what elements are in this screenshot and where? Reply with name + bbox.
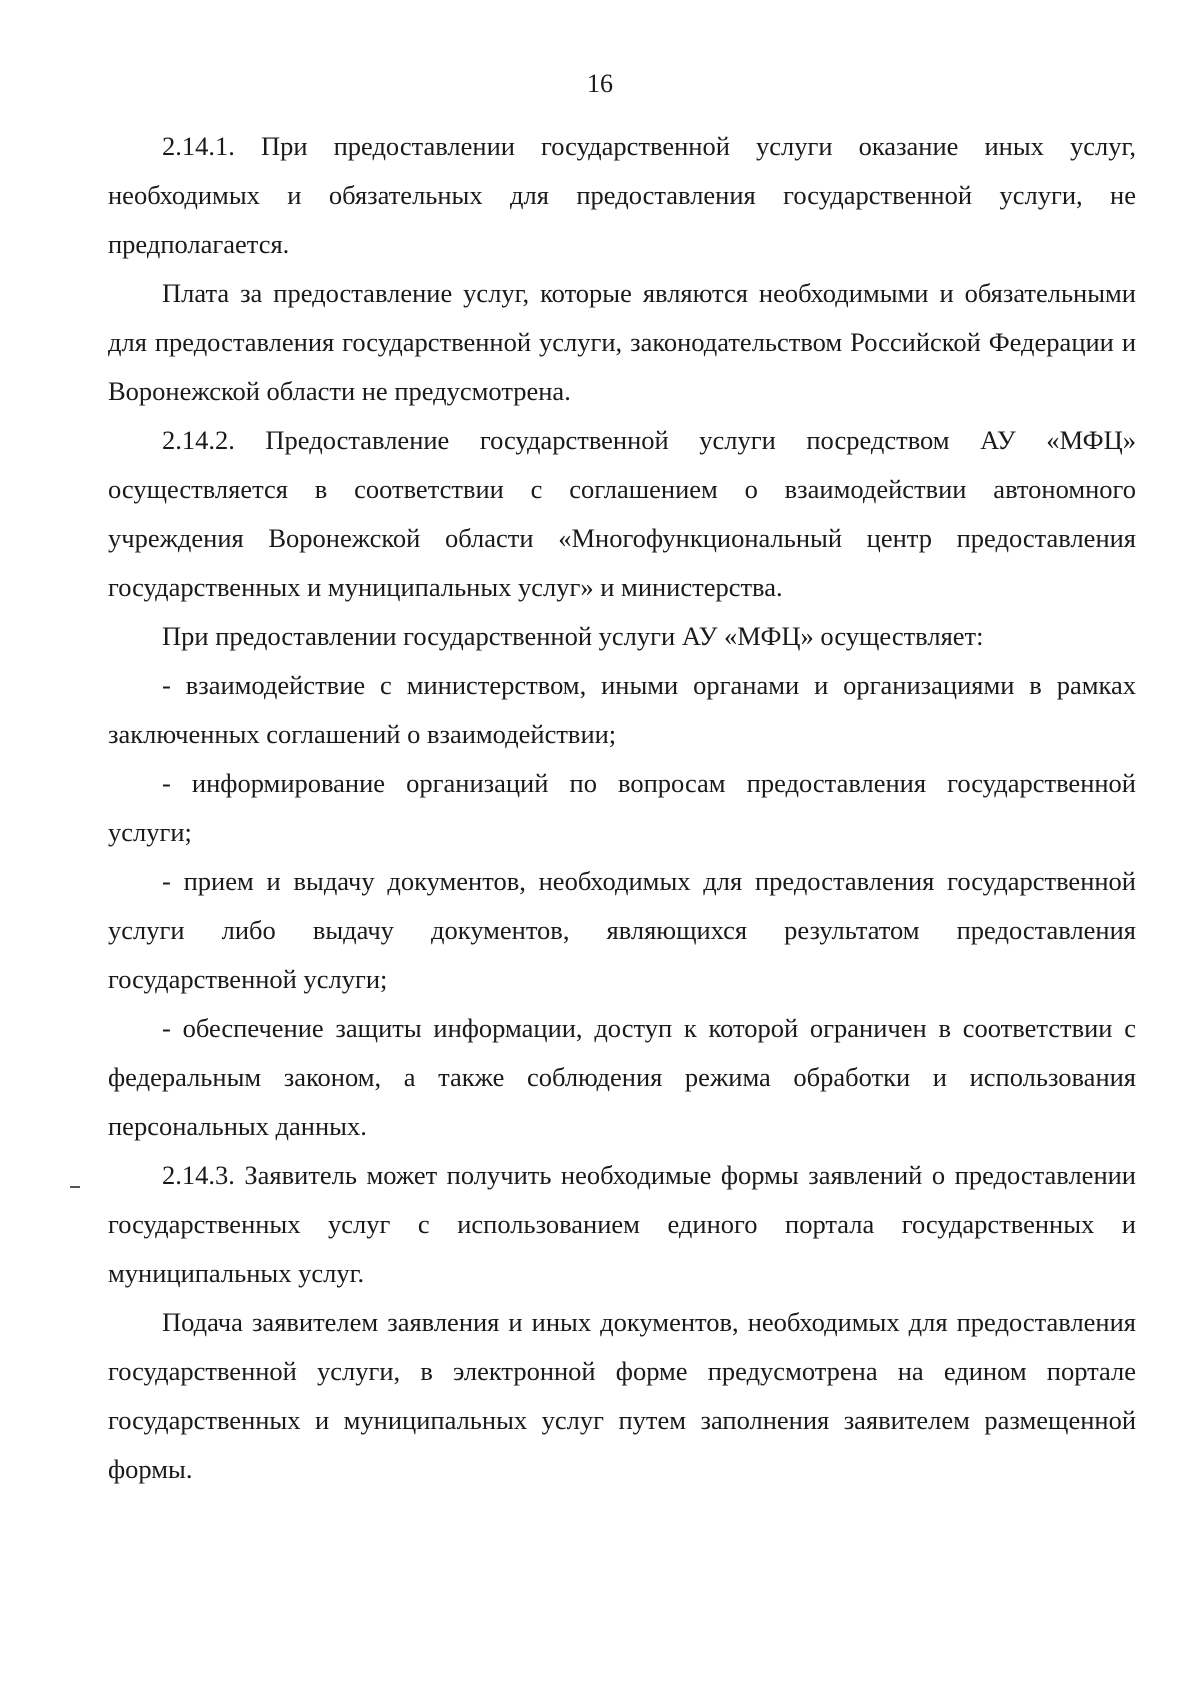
- paragraph-2-14-3: 2.14.3. Заявитель может получить необходимые формы заявлений о предоставлении государственных услуг с использованием единого портала государственных и муниципальных услуг.: [108, 1160, 1136, 1288]
- document-body: [108, 122, 1136, 1494]
- list-item-documents: - прием и выдачу документов, необходимых для предоставления государственной услуги либо выдачу документов, являющихся результатом предоставления государственной услуги;: [108, 866, 1136, 994]
- list-item-interaction: - взаимодействие с министерством, иными органами и организациями в рамках заключенных соглашений о взаимодействии;: [108, 670, 1136, 749]
- paragraph-fee: Плата за предоставление услуг, которые являются необходимыми и обязательными для предоставления государственной услуги, законодательством Российской Федерации и Воронежской области не предусмотрена.: [108, 278, 1136, 406]
- paragraph-mfc-duties-intro: При предоставлении государственной услуги АУ «МФЦ» осуществляет:: [162, 621, 984, 651]
- paragraph-electronic-submission: Подача заявителем заявления и иных документов, необходимых для предоставления государственной услуги, в электронной форме предусмотрена на едином портале государственных и муниципальных услуг путем заполнения заявителем размещенной формы.: [108, 1307, 1136, 1484]
- list-item-data-protection: - обеспечение защиты информации, доступ к которой ограничен в соответствии с федеральным законом, а также соблюдения режима обработки и использования персональных данных.: [108, 1013, 1136, 1141]
- page-number: 16: [587, 69, 613, 98]
- paragraph-2-14-2: 2.14.2. Предоставление государственной услуги посредством АУ «МФЦ» осуществляется в соответствии с соглашением о взаимодействии автономного учреждения Воронежской области «Многофункциональный центр предоставления государственных и муниципальных услуг» и министерства.: [108, 425, 1136, 602]
- list-item-informing: - информирование организаций по вопросам предоставления государственной услуги;: [108, 768, 1136, 847]
- paragraph-2-14-1: 2.14.1. При предоставлении государственной услуги оказание иных услуг, необходимых и обязательных для предоставления государственной услуги, не предполагается.: [108, 131, 1136, 259]
- scan-mark: [70, 1186, 80, 1188]
